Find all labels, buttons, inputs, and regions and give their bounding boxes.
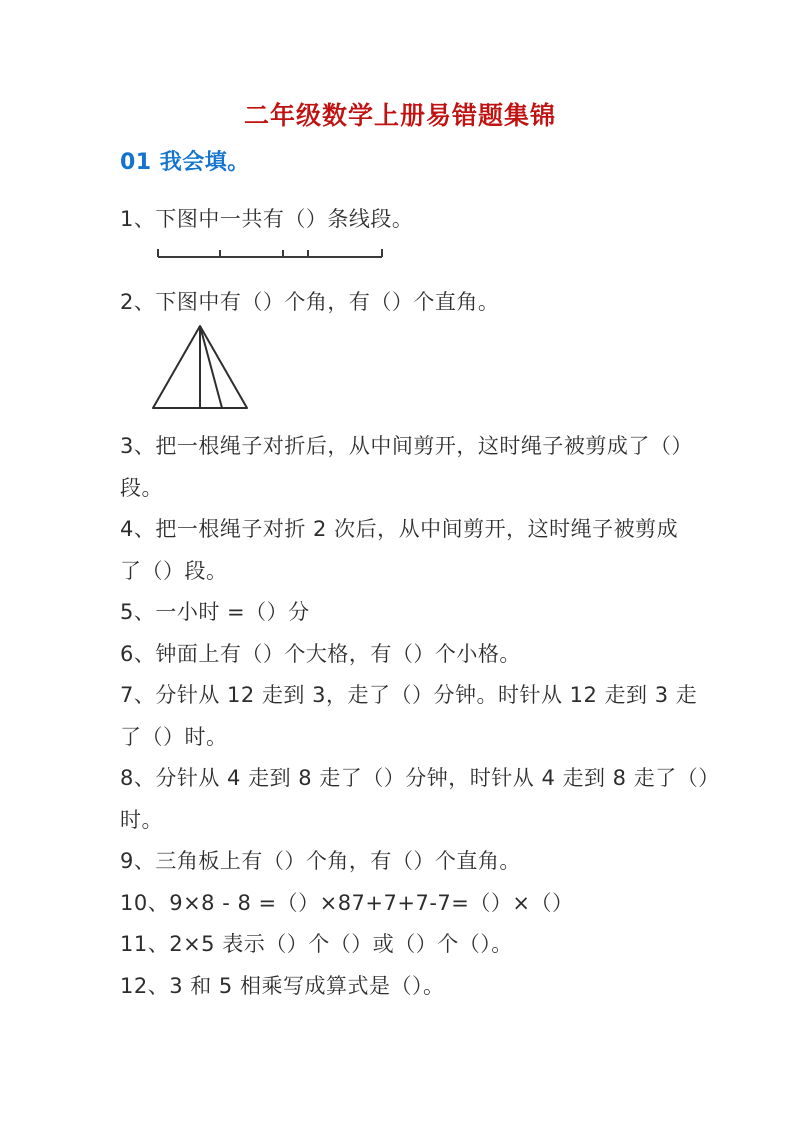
question-1	[120, 197, 685, 239]
question-5	[120, 591, 685, 633]
question-8-text-2: 时。	[120, 807, 163, 832]
question-10-text: 10、9×8 - 8 =（）×87+7+7-7=（）×（）	[120, 890, 574, 915]
triangle-diagram	[120, 322, 685, 425]
triangle-figure	[151, 323, 251, 411]
question-1-text: 1、下图中一共有（）条线段。	[120, 206, 414, 231]
question-11	[120, 923, 685, 965]
page-title: 二年级数学上册易错题集锦	[243, 101, 556, 130]
question-7-text-1: 7、分针从 12 走到 3，走了（）分钟。时针从 12 走到 3 走	[120, 683, 698, 708]
question-8-line-1	[120, 757, 720, 799]
question-11-text: 11、2×5 表示（）个（）或（）个（）。	[120, 932, 513, 957]
question-6	[120, 632, 685, 674]
question-9	[120, 840, 685, 882]
question-9-text: 9、三角板上有（）个角，有（）个直角。	[120, 849, 521, 874]
question-3-text-2: 段。	[120, 475, 163, 500]
question-7-line-2	[120, 715, 685, 757]
question-10	[120, 881, 685, 923]
question-8-text-1: 8、分针从 4 走到 8 走了（）分钟，时针从 4 走到 8 走了（）	[120, 766, 720, 791]
question-list	[120, 197, 720, 1006]
question-4-line-1	[120, 508, 685, 550]
question-3-line-2	[120, 466, 685, 508]
question-2	[120, 280, 685, 322]
question-7-text-2: 了（）时。	[120, 724, 228, 749]
question-3-text-1: 3、把一根绳子对折后，从中间剪开，这时绳子被剪成了（）	[120, 434, 693, 459]
section-heading: 01 我会填。	[120, 150, 250, 175]
question-4-text-1: 4、把一根绳子对折 2 次后，从中间剪开，这时绳子被剪成	[120, 517, 679, 542]
question-4-line-2	[120, 549, 685, 591]
question-12	[120, 964, 685, 1006]
question-8-line-2	[120, 798, 685, 840]
question-7-line-1	[120, 674, 698, 716]
question-12-text: 12、3 和 5 相乘写成算式是（）。	[120, 973, 445, 998]
line-segment-diagram	[120, 239, 685, 281]
question-6-text: 6、钟面上有（）个大格，有（）个小格。	[120, 641, 521, 666]
question-3-line-1	[120, 425, 693, 467]
question-4-text-2: 了（）段。	[120, 558, 228, 583]
question-2-text: 2、下图中有（）个角，有（）个直角。	[120, 289, 500, 314]
line-segment-figure	[156, 244, 384, 260]
question-5-text: 5、一小时 =（）分	[120, 600, 310, 625]
